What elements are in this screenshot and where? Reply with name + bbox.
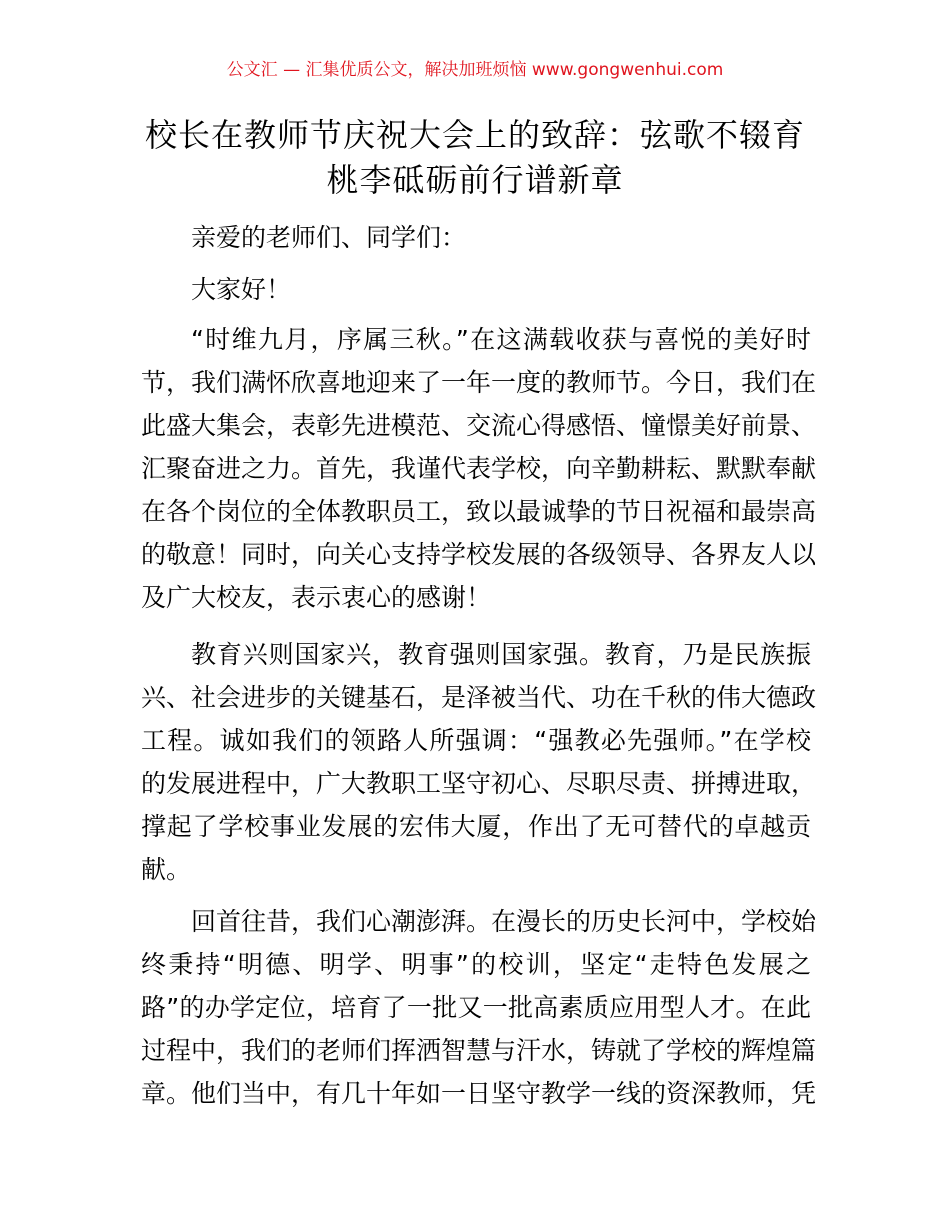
paragraph-line: 过程中，我们的老师们挥洒智慧与汗水，铸就了学校的辉煌篇: [141, 1036, 817, 1065]
salutation-text: 亲爱的老师们、同学们：: [191, 223, 467, 252]
paragraph-line: 在各个岗位的全体教职员工，致以最诚挚的节日祝福和最崇高: [141, 497, 817, 526]
title-line: 校长在教师节庆祝大会上的致辞：弦歌不辍育: [144, 116, 805, 154]
paragraph-line: 汇聚奋进之力。首先，我谨代表学校，向辛勤耕耘、默默奉献: [141, 454, 817, 483]
paragraph-line: 兴、社会进步的关键基石，是泽被当代、功在千秋的伟大德政: [141, 683, 817, 712]
greeting: [141, 268, 811, 311]
paragraph-line: 的敬意！同时，向关心支持学校发展的各级领导、各界友人以: [141, 540, 817, 569]
paragraph-2: [141, 633, 817, 891]
salutation: [141, 216, 811, 259]
paragraph-line: 章。他们当中，有几十年如一日坚守教学一线的资深教师，凭: [141, 1079, 817, 1108]
paragraph-line: 及广大校友，表示衷心的感谢！: [141, 583, 492, 612]
paragraph-3: [141, 900, 817, 1115]
paragraph-line: 教育兴则国家兴，教育强则国家强。教育，乃是民族振: [191, 640, 811, 669]
greeting-text: 大家好！: [191, 275, 292, 304]
paragraph-line: 的发展进程中，广大教职工坚守初心、尽职尽责、拼搏进取，: [141, 769, 817, 798]
paragraph-line: 献。: [141, 855, 192, 884]
title-line: 桃李砥砺前行谱新章: [326, 161, 624, 199]
paragraph-line: 工程。诚如我们的领路人所强调：“强教必先强师。”在学校: [141, 726, 811, 755]
paragraph-line: 撑起了学校事业发展的宏伟大厦，作出了无可替代的卓越贡: [141, 812, 811, 841]
paragraph-line: 路”的办学定位，培育了一批又一批高素质应用型人才。在此: [141, 993, 811, 1022]
paragraph-1: [141, 318, 817, 619]
paragraph-line: 回首往昔，我们心潮澎湃。在漫长的历史长河中，学校始: [191, 907, 817, 936]
paragraph-line: 节，我们满怀欣喜地迎来了一年一度的教师节。今日，我们在: [141, 368, 817, 397]
paragraph-line: 终秉持“明德、明学、明事”的校训，坚定“走特色发展之: [141, 950, 811, 979]
paragraph-line: “时维九月，序属三秋。”在这满载收获与喜悦的美好时: [191, 325, 811, 354]
document-title: [100, 113, 850, 203]
site-header-banner: 公文汇 — 汇集优质公文，解决加班烦恼 www.gongwenhui.com: [226, 60, 724, 80]
paragraph-line: 此盛大集会，表彰先进模范、交流心得感悟、憧憬美好前景、: [141, 411, 817, 440]
